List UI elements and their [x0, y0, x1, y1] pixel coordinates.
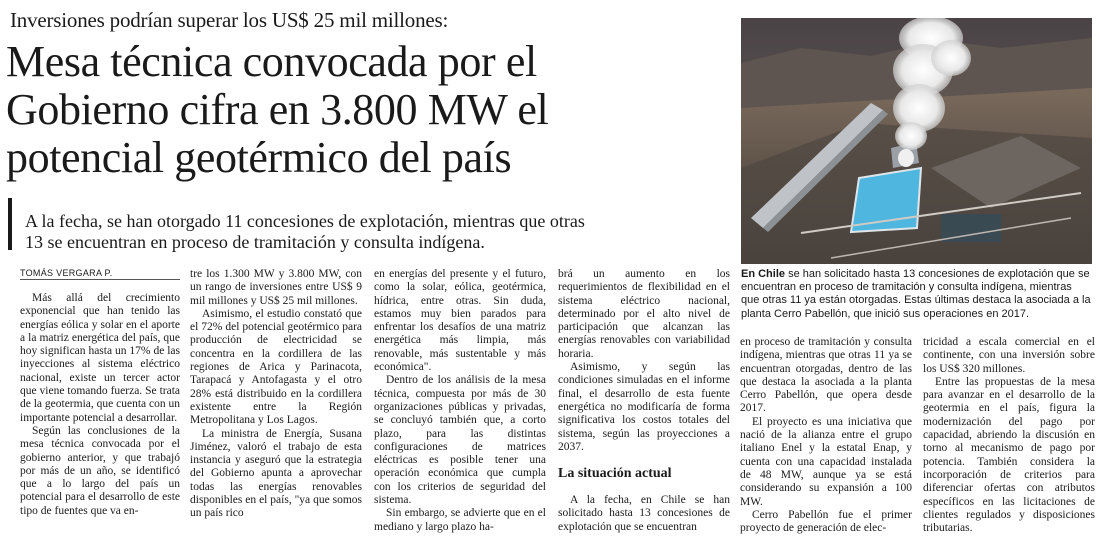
paragraph: tre los 1.300 MW y 3.800 MW, con un rango de inversiones entre US$ 9 mil millones y US$ 25 mil millones.	[190, 268, 362, 307]
article-column-4	[558, 268, 730, 534]
paragraph: en energías del presente y el futuro, como la solar, eólica, geotérmica, hídrica, entre otras. Sin duda, estamos muy bien parados para enfrentar los desafíos de una matriz energética más limpia, más renovable, más sustentable y más económica".	[374, 268, 546, 374]
paragraph: en proceso de tramitación y consulta indígena, mientras que otras 11 ya se encuentran otorgadas, dentro de las que destaca la asociada a la planta Cerro Pabellón, que opera desde 2017.	[740, 336, 912, 415]
article-column-1	[20, 292, 180, 518]
paragraph: tricidad a escala comercial en el continente, con una inversión sobre los US$ 320 millones.	[923, 336, 1095, 375]
paragraph: Según las conclusiones de la mesa técnica convocada por el gobierno anterior, y que trabajó por más de un año, se identificó que a lo largo del país un potencial para el desarrollo de este tipo de fuentes que va en-	[20, 424, 180, 517]
headline-line-3: potencial geotérmico del país	[6, 133, 512, 182]
paragraph: brá un aumento en los requerimientos de flexibilidad en el sistema eléctrico nacional, determinado por el alto nivel de participación que alcanzan las energías renovables con variabilidad horaria.	[558, 268, 730, 360]
article-headline	[6, 38, 731, 182]
paragraph: Sin embargo, se advierte que en el mediano y largo plazo ha-	[374, 507, 546, 533]
paragraph: Entre las propuestas de la mesa para avanzar en el desarrollo de la geotermia en el país, figura la modernización del pago por capacidad, abriendo la discusión en torno al mecanismo de pago por potencia. También considera la incorporación de criterios para diferenciar ofertas con atributos específicos en las licitaciones de clientes regulados y disposiciones tributarias.	[923, 375, 1095, 535]
paragraph: Asimismo, el estudio constató que el 72% del potencial geotérmico para producción de electricidad se concentra en la cordillera de las regiones de Arica y Parinacota, Tarapacá y Antofagasta y el otro 28% está distribuido en la cordillera existente entre la Región Metropolitana y Los Lagos.	[190, 307, 362, 427]
headline-line-2: Gobierno cifra en 3.800 MW el	[6, 85, 549, 134]
paragraph: Cerro Pabellón fue el primer proyecto de generación de elec-	[740, 508, 912, 535]
article-column-6	[923, 336, 1095, 535]
paragraph: El proyecto es una iniciativa que nació de la alianza entre el grupo italiano Enel y la estatal Enap, y cuenta con una capacidad instalada de 48 MW, aunque ya se está considerando su expansión a 100 MW.	[740, 415, 912, 508]
paragraph: Más allá del crecimiento exponencial que han tenido las energías eólica y solar en el aporte a la matriz energética del país, que hoy significan hasta un 17% de las inyecciones al sistema eléctrico nacional, existe un tercer actor que viene tomando fuerza. Se trata de la geotermia, que cuenta con un importante potencial a desarrollar.	[20, 292, 180, 424]
headline-line-1: Mesa técnica convocada por el	[6, 37, 537, 86]
article-column-2	[190, 268, 362, 521]
deck-rule	[8, 198, 12, 250]
article-column-5	[740, 336, 912, 535]
section-subheading: La situación actual	[558, 466, 672, 482]
deck-text	[25, 211, 725, 253]
photo-caption	[741, 268, 1093, 321]
paragraph: Asimismo, y según las condiciones simuladas en el informe final, el desarrollo de esta fuente energética no modificaría de forma significativa los costos totales del sistema, según las proyecciones a 2037.	[558, 361, 730, 453]
article-kicker: Inversiones podrían superar los US$ 25 mil millones:	[10, 8, 449, 32]
paragraph: A la fecha, en Chile se han solicitado hasta 13 concesiones de explotación que se encuentran	[558, 494, 730, 533]
caption-lead: En Chile	[741, 268, 786, 280]
paragraph: Dentro de los análisis de la mesa técnica, compuesta por más de 30 organizaciones públicas y privadas, se concluyó también que, a corto plazo, para las distintas configuraciones de matrices eléctricas es posible tener una operación económica que cumpla con los criterios de seguridad del sistema.	[374, 374, 546, 507]
paragraph: La ministra de Energía, Susana Jiménez, valoró el trabajo de esta instancia y aseguró que la estrategia del Gobierno apunta a aprovechar todas las energías renovables disponibles en el país, "ya que somos un país rico	[190, 427, 362, 520]
deck-line-1: A la fecha, se han otorgado 11 concesiones de explotación, mientras que otras	[25, 211, 585, 231]
article-deck	[8, 198, 728, 260]
byline: TOMÁS VERGARA P.	[20, 268, 180, 280]
article-column-3	[374, 268, 546, 534]
deck-line-2: 13 se encuentran en proceso de tramitación y consulta indígena.	[25, 232, 485, 252]
geothermal-plant-photo	[741, 18, 1092, 264]
caption-text: se han solicitado hasta 13 concesiones de explotación que se encuentran en proceso de tramitación y consulta indígena, mientras que otras 11 ya están otorgadas. Estas últimas destaca la asociada a la planta Cerro Pabellón, que inició sus operaciones en 2017.	[741, 268, 1091, 320]
